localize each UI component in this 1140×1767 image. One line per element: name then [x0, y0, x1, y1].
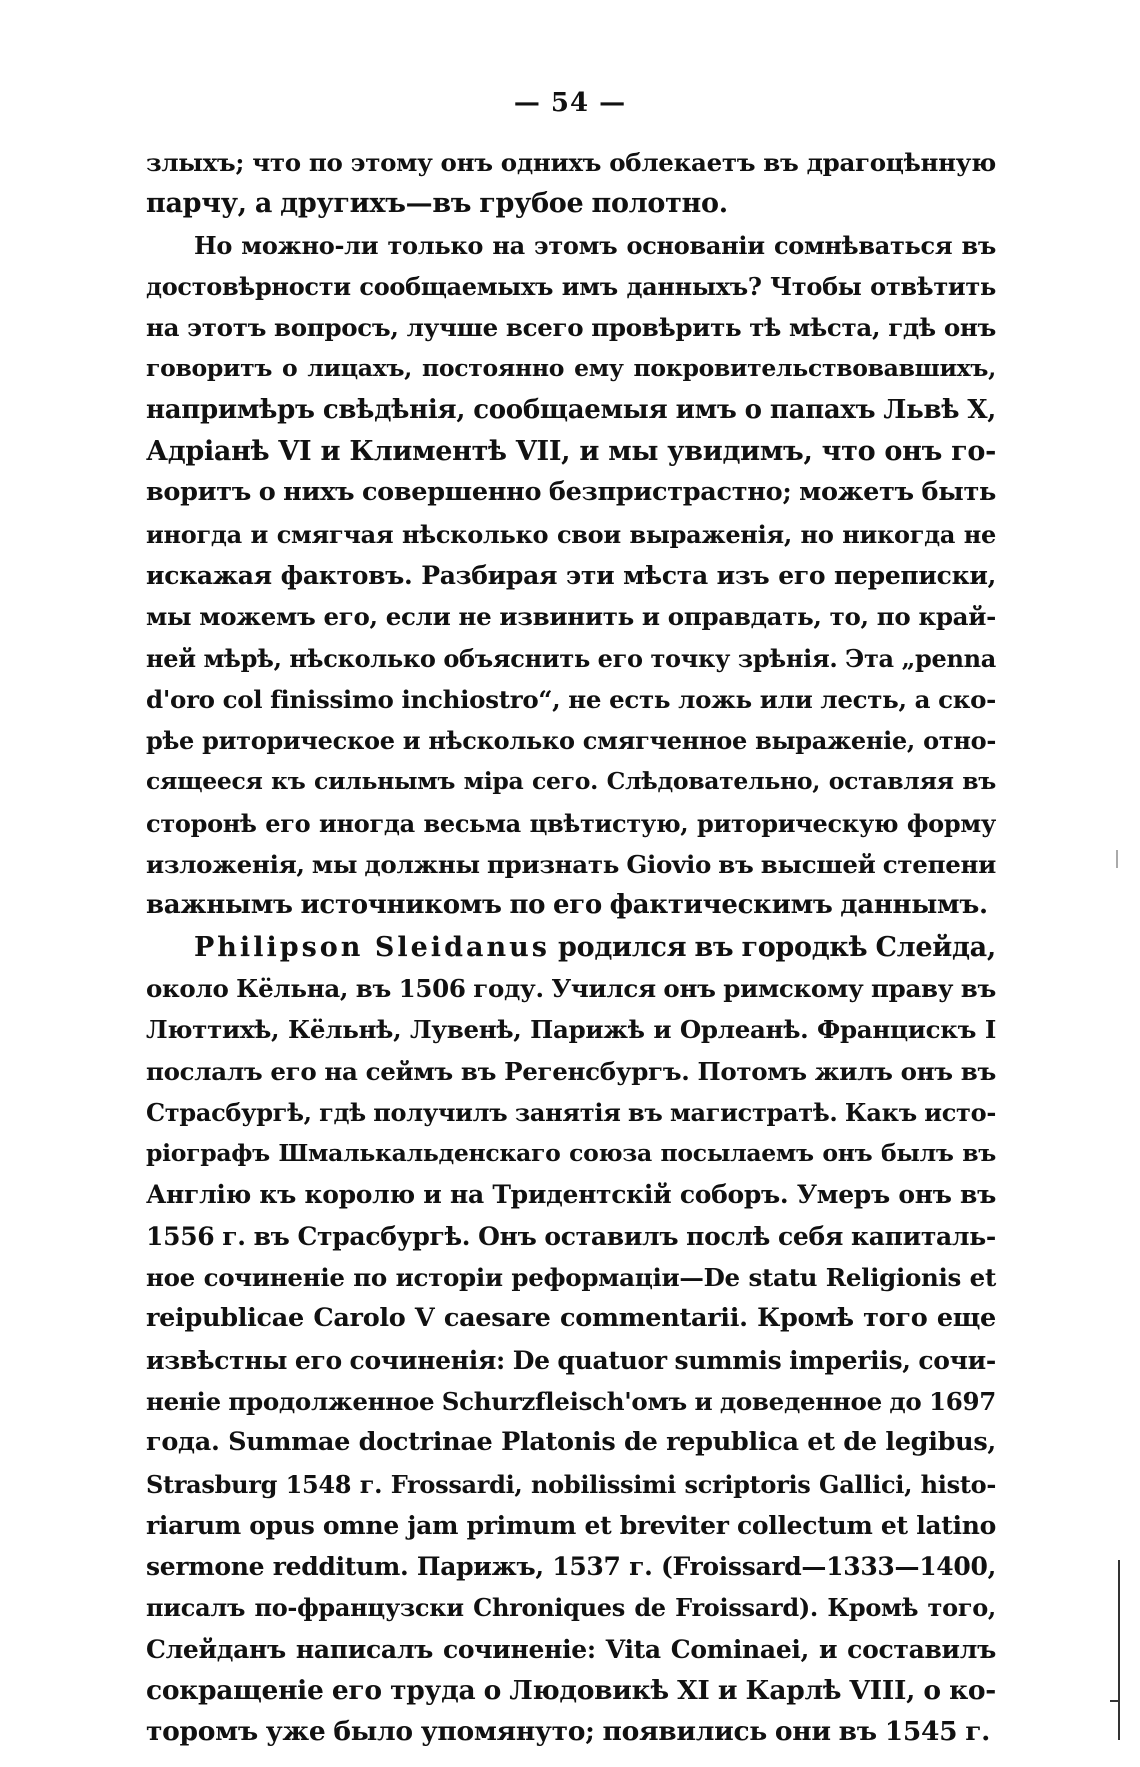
- text-line: около Кёльна, въ 1506 году. Учился онъ римскому праву въ: [146, 973, 996, 1003]
- text-line: sermone redditum. Парижъ, 1537 г. (Froissard—1333—1400,: [146, 1552, 996, 1582]
- text-line: напримѣръ свѣдѣнія, сообщаемыя имъ о папахъ Львѣ Х,: [146, 394, 996, 425]
- text-line: Англію къ королю и на Тридентскій соборъ. Умеръ онъ въ: [146, 1180, 996, 1210]
- text-line: говоритъ о лицахъ, постоянно ему покровительствовавшихъ,: [146, 354, 996, 383]
- paragraph-continuation: [146, 142, 996, 225]
- paragraph-giovio: [146, 225, 996, 927]
- text-line: мы можемъ его, если не извинить и оправдать, то, по край-: [146, 602, 996, 632]
- text-line: Но можно-ли только на этомъ основаніи сомнѣваться въ: [194, 230, 996, 260]
- text-line: reipublicae Carolo V caesare commentarii. Кромѣ того еще: [146, 1303, 996, 1334]
- text-line: Адріанѣ VI и Климентѣ VII, и мы увидимъ, что онъ го-: [146, 436, 996, 468]
- text-line: писалъ по-французски Chroniques de Froissard). Кромѣ того,: [146, 1593, 996, 1623]
- text-line: злыхъ; что по этому онъ однихъ облекаетъ въ драгоцѣнную: [146, 148, 996, 177]
- body-text: [146, 142, 996, 1753]
- text-line: воритъ о нихъ совершенно безпристрастно; можетъ быть: [146, 477, 996, 508]
- text-line: ное сочиненіе по исторіи реформаціи—De statu Religionis et: [146, 1263, 996, 1293]
- text-line: Strasburg 1548 г. Frossardi, nobilissimi scriptoris Gallici, histo-: [146, 1469, 996, 1499]
- page-number: — 54 —: [513, 88, 627, 118]
- text-line: иногда и смягчая нѣсколько свои выраженія, но никогда не: [146, 519, 996, 549]
- text-line: сокращеніе его труда о Людовикѣ XI и Карлѣ VIII, о ко-: [146, 1674, 996, 1706]
- text-line: рѣе риторическое и нѣсколько смягченное выраженіе, отно-: [146, 726, 996, 756]
- paragraph-sleidanus: [146, 927, 996, 1753]
- text-line: года. Summae doctrinae Platonis de republica et de legibus,: [146, 1427, 996, 1458]
- text-line: на этотъ вопросъ, лучше всего провѣрить тѣ мѣста, гдѣ онъ: [146, 313, 996, 343]
- scan-edge-mark: [1110, 1700, 1120, 1702]
- text-line: Слейданъ написалъ сочиненіе: Vita Cominaei, и составилъ: [146, 1634, 996, 1664]
- scan-edge-mark: [1118, 1560, 1120, 1740]
- text-line: ней мѣрѣ, нѣсколько объяснить его точку зрѣнія. Эта „penna: [146, 643, 996, 673]
- text-line: 1556 г. въ Страсбургѣ. Онъ оставилъ послѣ себя капиталь-: [146, 1221, 996, 1251]
- text-line: извѣстны его сочиненія: De quatuor summis imperiis, сочи-: [146, 1345, 996, 1375]
- text-line: послалъ его на сеймъ въ Регенсбургъ. Потомъ жилъ онъ въ: [146, 1056, 996, 1086]
- text-line: Страсбургѣ, гдѣ получилъ занятія въ магистратѣ. Какъ исто-: [146, 1097, 996, 1127]
- text-line: d'oro col finissimo inchiostro“, не есть ложь или лесть, а ско-: [146, 684, 996, 714]
- text-line: сторонѣ его иногда весьма цвѣтистую, риторическую форму: [146, 808, 996, 838]
- text-line: ріографъ Шмалькальденскаго союза посылаемъ онъ былъ въ: [146, 1139, 996, 1168]
- text-line: достовѣрности сообщаемыхъ имъ данныхъ? Чтобы отвѣтить: [146, 271, 996, 301]
- text-line: Люттихѣ, Кёльнѣ, Лувенѣ, Парижѣ и Орлеанѣ. Францискъ I: [146, 1015, 996, 1045]
- text-line: изложенія, мы должны признать Giovio въ высшей степени: [146, 850, 996, 880]
- text-line: неніе продолженное Schurzfleisch'омъ и доведенное до 1697: [146, 1386, 996, 1416]
- text-line: торомъ уже было упомянуто; появились они въ 1545 г.: [146, 1716, 991, 1748]
- text-line: сящееся къ сильнымъ міра сего. Слѣдовательно, оставляя въ: [146, 767, 996, 796]
- text-line: парчу, а другихъ—въ грубое полотно.: [146, 188, 728, 220]
- author-name: Philipson Sleidanus: [194, 931, 550, 963]
- text-line: важнымъ источникомъ по его фактическимъ даннымъ.: [146, 890, 988, 921]
- text-line: riarum opus omne jam primum et breviter collectum et latino: [146, 1510, 996, 1540]
- text-fragment: родился въ городкѣ Слейда,: [549, 931, 996, 963]
- scan-dot: [1116, 850, 1118, 868]
- text-line: [146, 927, 996, 968]
- text-line: искажая фактовъ. Разбирая эти мѣста изъ его переписки,: [146, 560, 996, 590]
